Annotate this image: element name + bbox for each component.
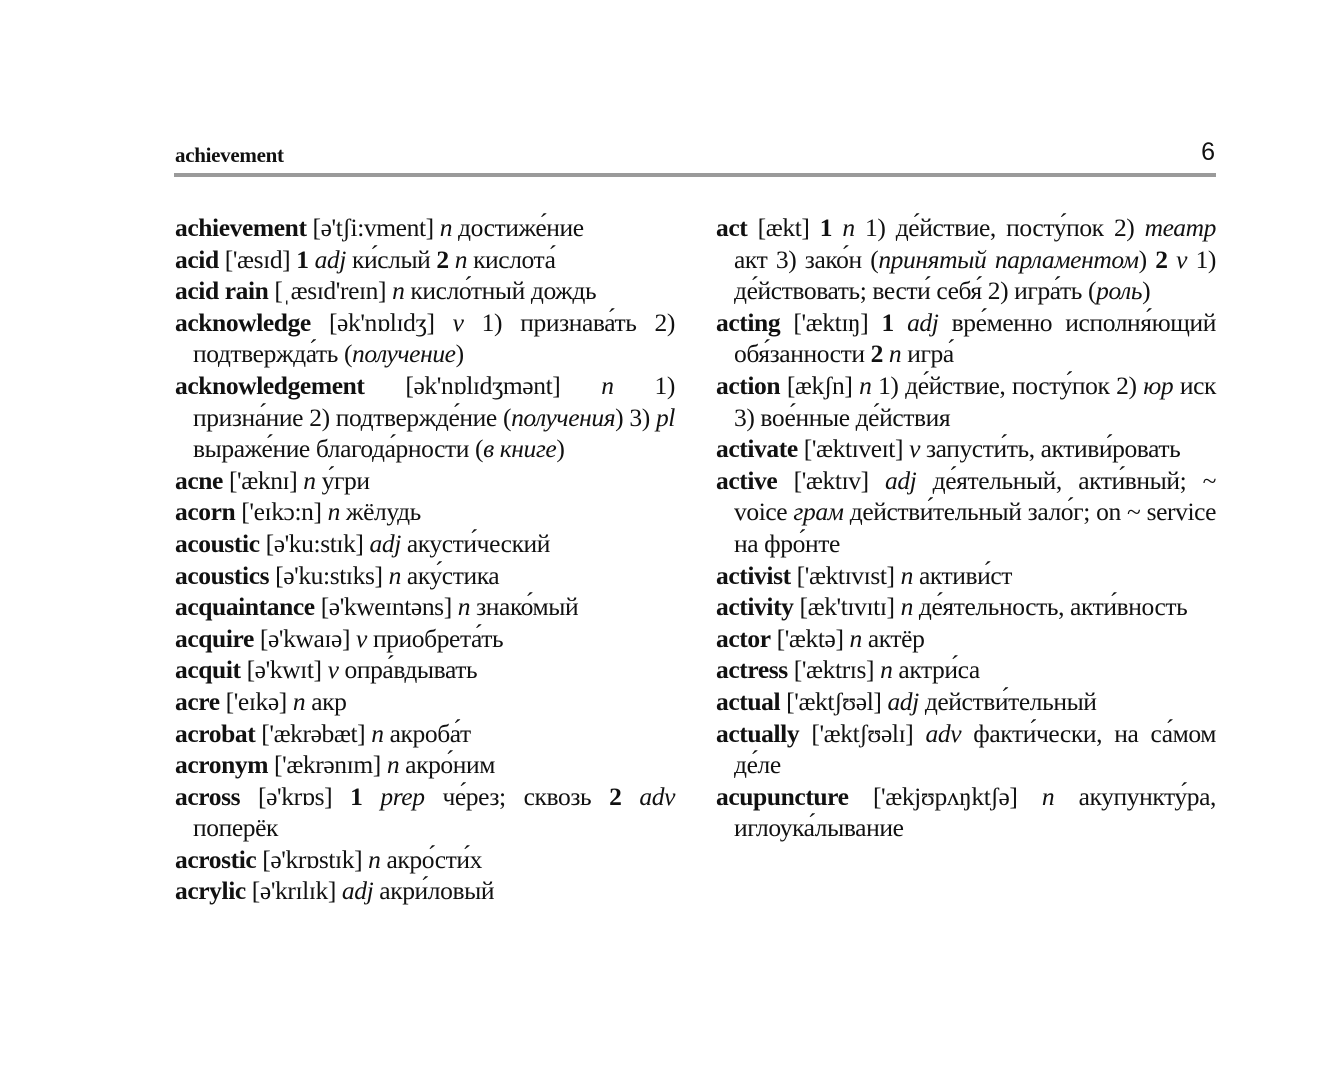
entry-text: 1 [350,781,363,811]
italic-label: adj [341,876,374,906]
dictionary-entry [716,781,1216,844]
running-head: achievement [175,143,284,167]
entry-text: ) [455,339,464,369]
headword: acne [175,465,223,495]
headword: actress [716,655,788,685]
headword: action [716,370,781,400]
italic-label: n [368,844,381,874]
italic-label: v [909,434,920,464]
entry-text: актёр [861,623,925,653]
headword: acrylic [175,876,246,906]
italic-label: юр [1143,370,1174,400]
entry-text: [ə'krɪlɪk] [245,876,342,906]
entry-text: акро́ним [399,750,495,780]
headword: actual [716,686,781,716]
italic-label: роль [1096,276,1143,306]
dictionary-entry [175,654,675,686]
entry-text: [ə'kweɪntəns] [314,592,458,622]
headword: activate [716,434,798,464]
dictionary-entry [175,528,675,560]
entry-text: акт 3) зако́н ( [734,244,879,274]
entry-text: ['ækjʊpʌŋktʃə] [848,781,1042,811]
italic-label: adj [887,686,919,716]
headword: acrobat [175,718,256,748]
page-number: 6 [1201,138,1215,166]
dictionary-entry [175,844,675,876]
italic-label: v [327,655,339,685]
headword: acknowledge [175,307,311,337]
entry-text: 1) де́йствие, посту́пок 2) [854,213,1145,242]
dictionary-entry [716,718,1216,781]
entry-text: запусти́ть, активи́ровать [919,434,1181,464]
entry-text: ['æktɪveɪt] [797,434,910,464]
dictionary-entry [716,560,1216,592]
entry-text: [ə'krɒstɪk] [256,844,369,874]
entry-text: акро́сти́х [380,844,483,874]
headword: act [716,213,748,242]
headword: acting [716,307,781,337]
entry-text: у́гри [315,465,370,495]
entry-text: [ə'ku:stɪks] [269,560,389,590]
dictionary-entry [716,465,1216,560]
headword: acid rain [175,276,269,306]
entry-text: ) 3) [615,402,656,432]
entry-text: ) [1138,244,1156,274]
headword: acronym [175,750,269,780]
entry-text: [æk'tɪvɪtɪ] [793,592,901,622]
italic-label: n [601,370,614,400]
entry-text: факти́чески, на са́мом де́ле [734,718,1216,780]
entry-text: ['æktʃʊəlɪ] [799,718,926,748]
entry-text: акроба́т [383,718,471,748]
entry-text: 2 [609,781,622,811]
headword: activist [716,560,791,590]
dictionary-entry [716,623,1216,655]
entry-text: [ək'nɒlɪdʒmənt] [364,370,602,400]
dictionary-entry [175,496,675,528]
italic-label: n [882,339,902,369]
italic-label: adv [925,718,962,748]
italic-label: n [292,686,306,716]
entry-text: ['æktɪvɪst] [790,560,901,590]
left-column [175,212,675,907]
entry-text: 1 [819,213,833,242]
entry-text: [ək'nɒlɪdʒ] [310,307,453,337]
italic-label: театр [1144,213,1216,242]
italic-label: в книге [483,434,557,464]
dictionary-entry [175,275,675,307]
italic-label: n [303,465,316,495]
headword: acquaintance [175,592,315,622]
entry-text: [ə'ku:stɪk] [259,528,370,558]
italic-label: n [457,592,471,622]
headword: acorn [175,497,236,527]
entry-text: 1) призна́ние 2) подтвержде́ние ( [193,370,675,432]
entry-text: выраже́ние благода́рности ( [193,434,484,464]
entry-text: [ˌæsɪd'reɪn] [268,276,393,306]
dictionary-entry [716,307,1216,370]
dictionary-entry [175,307,675,370]
entry-text: [ə'kwɪt] [240,655,328,685]
dictionary-entry [716,433,1216,465]
entry-text: [ə'tʃi:vment] [306,213,440,242]
entry-text: кисло́тный дождь [404,276,597,306]
entry-text: ) [556,434,565,464]
headword: acupuncture [716,781,849,811]
italic-label: n [388,560,401,590]
headword: acoustics [175,560,270,590]
entry-text: 1 [881,307,894,337]
headword: acoustic [175,528,260,558]
entry-text: актри́са [892,655,980,685]
dictionary-entry [716,591,1216,623]
entry-text: аку́стика [400,560,500,590]
italic-label: n [327,497,340,527]
italic-label: получение [352,339,456,369]
header-rule [174,173,1216,177]
entry-text: приобрета́ть [366,623,504,653]
italic-label: n [859,370,872,400]
italic-label: n [880,655,893,685]
italic-label: n [439,213,453,242]
italic-label: получения [511,402,616,432]
entry-text: ['ækrəbæt] [255,718,372,748]
entry-text: действи́тельный [918,686,1097,716]
entry-text: кислота́ [467,244,556,274]
italic-label: v [356,623,367,653]
entry-text: 1) де́йствие, посту́пок 2) [871,370,1144,400]
headword: activity [716,592,794,622]
entry-text: 1 [296,244,309,274]
entry-text: достиже́ние [452,213,584,242]
italic-label: принятый парламентом [878,244,1139,274]
italic-label: n [849,623,862,653]
dictionary-entry [175,875,675,907]
headword: acquit [175,655,241,685]
entry-text: ['æktɪŋ] [780,307,882,337]
entry-text: ) [1142,276,1151,306]
dictionary-entry [716,212,1216,307]
italic-label: n [900,592,913,622]
entry-text: опра́вдывать [338,655,478,685]
entry-text: 2 [1155,244,1168,274]
dictionary-entry [175,749,675,781]
dictionary-entry [175,781,675,844]
dictionary-entry [716,686,1216,718]
dictionary-entry [175,465,675,497]
headword: acrostic [175,844,257,874]
headword: across [175,781,241,811]
entry-text: 2 [870,339,883,369]
entry-text: акр [305,686,347,716]
dictionary-entry [175,560,675,592]
entry-text: де́ятельный, акти́вный; ~ voice [734,465,1217,527]
italic-label: adj [893,307,939,337]
entry-text: знако́мый [470,592,579,622]
headword: achievement [175,213,307,242]
dictionary-entry [175,244,675,276]
headword: acknowledgement [175,370,365,400]
entry-text: жёлудь [339,497,421,527]
entry-text: ['æktʃʊəl] [780,686,888,716]
entry-text: 1) признава́ть 2) подтвержда́ть ( [193,307,675,369]
dictionary-entry [175,623,675,655]
entry-text: поперёк [193,813,279,843]
entry-text: 1) де́йствовать; вести́ себя́ 2) игра́ть ( [734,244,1217,306]
dictionary-entry [175,591,675,623]
italic-label: n [1041,781,1055,811]
entry-text: ки́слый [345,244,437,274]
entry-text: ['æsɪd] [218,244,297,274]
entry-text: че́рез; сквозь [424,781,610,811]
dictionary-entry [175,212,675,244]
dictionary-entry [716,370,1216,433]
italic-label: adj [369,528,401,558]
italic-label: prep [362,781,425,811]
headword: acquire [175,623,254,653]
headword: actually [716,718,800,748]
entry-text: иск 3) вое́нные де́йствия [734,370,1216,432]
italic-label: v [452,307,464,337]
italic-label: adv [621,781,676,811]
entry-text: акри́ловый [373,876,495,906]
dictionary-entry [716,654,1216,686]
italic-label: грам [793,497,844,527]
right-column [716,212,1216,844]
dictionary-entry [175,686,675,718]
entry-text: акусти́ческий [400,528,551,558]
italic-label: n [371,718,384,748]
italic-label: adj [308,244,346,274]
dictionary-entry [175,370,675,465]
italic-label: n [448,244,468,274]
entry-text: [ækʃn] [780,370,860,400]
entry-text: активи́ст [912,560,1013,590]
entry-text: де́ятельность, акти́вность [912,592,1188,622]
entry-text: ['eɪkɔ:n] [235,497,328,527]
headword: active [716,465,778,495]
italic-label: n [392,276,405,306]
italic-label: n [832,213,855,242]
italic-label: n [386,750,400,780]
entry-text: ['eɪkə] [219,686,293,716]
entry-text: ['æktɪv] [777,465,885,495]
entry-text: ['æktrɪs] [787,655,881,685]
entry-text: игра́ [901,339,954,369]
entry-text: 2 [436,244,449,274]
italic-label: adj [884,465,917,495]
entry-text: ['ækrənɪm] [268,750,387,780]
entry-text: ['æktə] [770,623,850,653]
dictionary-entry [175,718,675,750]
entry-text: акупункту́ра, иглоука́лывание [734,781,1216,843]
entry-text: ['æknɪ] [222,465,304,495]
headword: actor [716,623,771,653]
headword: acre [175,686,220,716]
italic-label: pl [655,402,675,432]
entry-text: вре́менно исполня́ющий обя́занности [734,307,1216,369]
italic-label: v [1167,244,1188,274]
entry-text: действи́тельный зало́г; on ~ service на фро́нте [734,497,1216,558]
entry-text: [ækt] [747,213,820,242]
headword: acid [175,244,219,274]
entry-text: [ə'kwaɪə] [253,623,357,653]
italic-label: n [900,560,913,590]
entry-text: [ə'krɒs] [240,781,351,811]
